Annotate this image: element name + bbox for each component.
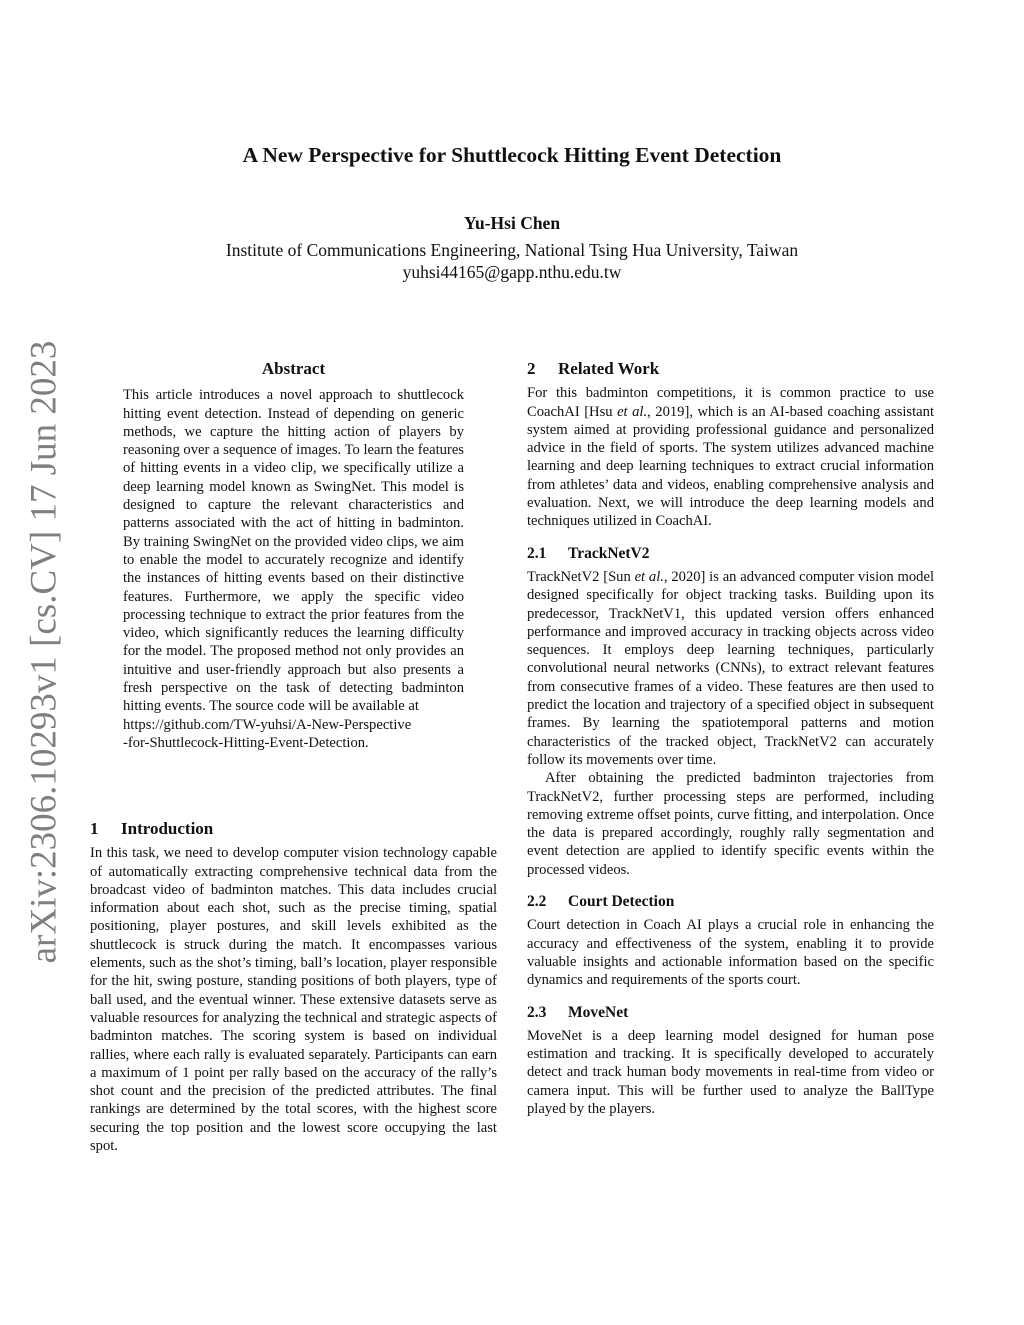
abstract-section (123, 360, 464, 752)
right-column (527, 360, 934, 1118)
source-code-url-line1: https://github.com/TW-yuhsi/A-New-Perspective (123, 716, 412, 733)
section-title: Related Work (558, 359, 660, 378)
abstract-heading: Abstract (261, 359, 326, 378)
author-name: Yu-Hsi Chen (463, 213, 561, 233)
subsection-number: 2.2 (527, 893, 547, 911)
related-work-heading (527, 360, 934, 378)
subsection-title: Court Detection (568, 893, 675, 911)
author-affiliation: Institute of Communications Engineering, National Tsing Hua University, Taiwan (225, 240, 799, 260)
abstract-body: This article introduces a novel approach to shuttlecock hitting event detection. Instead of depending on generic methods, we capture the hitting action of players by reasoning over a sequence of images. To learn the features of hitting events in a video clip, we specifically utilize a deep learning model known as SwingNet. This model is designed to capture the relevant characteristics and patterns associated with the act of hitting in badminton. By training SwingNet on the provided video clips, we aim to enable the model to accurately recognize and identify the instances of hitting events based on their distinctive features. Furthermore, we apply the specific video processing technique to extract the prior features from the video, which significantly reduces the learning difficulty for the model. The proposed method not only provides an intuitive and user-friendly approach but also presents a fresh perspective on the task of detecting badminton hitting events. The source code will be available at (123, 387, 464, 715)
movenet-body: MoveNet is a deep learning model designed for human pose estimation and tracking. It is specifically developed to accurately detect and track human body movements in real-time from video or camera input. This will be further used to analyze the BallType played by the players. (527, 1027, 934, 1117)
introduction-body: In this task, we need to develop computer vision technology capable of automatically extracting comprehensive technical data from the broadcast video of badminton matches. This data includes crucial information about each shot, such as the precise timing, spatial positioning, player postures, and skill levels exhibited as the shuttlecock is struck during the match. It encompasses various elements, such as the shot’s timing, ball’s location, player responsible for the hit, swing posture, standing positions of both players, type of ball used, and the eventual winner. These extensive datasets serve as valuable resources for analyzing the technical and strategic aspects of badminton matches. The scoring system is based on individual rallies, where each rally is evaluated separately. Participants can earn a maximum of 1 point per rally based on the accuracy of the rally’s shot count and the precision of the predicted attributes. The final rankings are determined by the total scores, with the highest score securing the top position and the lowest score occupying the last spot. (90, 845, 497, 1155)
court-detection-body: Court detection in Coach AI plays a crucial role in enhancing the accuracy and effectiveness of the system, enabling it to provide valuable insights and actionable information based on the specific dynamics and requirements of the sports court. (527, 917, 934, 989)
introduction-section (90, 820, 497, 1155)
introduction-heading (90, 820, 497, 838)
subsection-number: 2.3 (527, 1003, 547, 1021)
section-title: Introduction (121, 819, 214, 838)
source-code-url-line2: -for-Shuttlecock-Hitting-Event-Detection. (123, 734, 369, 751)
subsection-number: 2.1 (527, 544, 547, 562)
author-email: yuhsi44165@gapp.nthu.edu.tw (402, 262, 622, 282)
subsection-title: TrackNetV2 (568, 544, 650, 562)
arxiv-watermark: arXiv:2306.10293v1 [cs.CV] 17 Jun 2023 (23, 340, 65, 964)
tracknet-paragraph-1: TrackNetV2 [Sun et al., 2020] is an advanced computer vision model designed specifically for object tracking tasks. Building upon its predecessor, TrackNetV1, this updated version offers enhanced performance and improved accuracy in tracking objects across video sequences. It employs deep learning techniques, particularly convolutional neural networks (CNNs), to extract relevant features from consecutive frames of a video. These features are then used to predict the location and trajectory of a specified object in subsequent frames. By learning the spatiotemporal patterns and motion characteristics of the tracked object, TrackNetV2 can accurately follow its movements over time. (527, 568, 934, 768)
related-work-body: For this badminton competitions, it is common practice to use CoachAI [Hsu et al., 2019], which is an AI-based coaching assistant system aimed at providing professional guidance and personalized advice in the field of sports. The system utilizes advanced machine learning and deep learning techniques to extract crucial information from athletes’ data and videos, enabling comprehensive analysis and evaluation. Next, we will introduce the deep learning models and techniques utilized in CoachAI. (527, 385, 934, 530)
paper-title: A New Perspective for Shuttlecock Hitting Event Detection (242, 143, 782, 167)
tracknet-heading (527, 545, 934, 563)
section-number: 1 (90, 819, 99, 838)
court-detection-heading (527, 893, 934, 911)
section-number: 2 (527, 359, 536, 378)
tracknet-paragraph-2: After obtaining the predicted badminton trajectories from TrackNetV2, further processing steps are performed, including removing extreme offset points, curve fitting, and interpolation. Once the data is prepared accordingly, roughly rally segmentation and event detection are applied to identify specific events within the processed videos. (527, 770, 934, 878)
movenet-heading (527, 1004, 934, 1022)
subsection-title: MoveNet (568, 1003, 629, 1021)
